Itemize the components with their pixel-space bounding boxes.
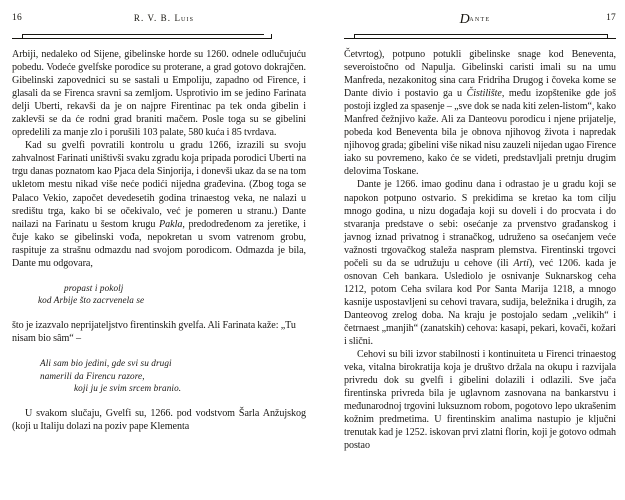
text-column-recto [344, 48, 616, 452]
paragraph: Cehovi su bili izvor stabilnosti i kontinuiteta u Firenci trinaestog veka, vitalna birokratija koja je društvo držala na okupu i razvijala privredu dok su gvelfi i gibelini dolazili i odlazili. Sve jača firentinska privreda bila je uglavnom zasnovana na bankarstvu i međunarodnoj trgovini luksuznom robom, pogotovo lepo ukrašenim kožnim predmetima. U firentinskim analima nastupio je ključni trenutak kad je 1252. iskovan prvi zlatni florin, koji je gotovo odmah postao [344, 349, 616, 452]
header-rule-recto [344, 33, 616, 42]
running-head-verso [12, 12, 306, 32]
bridge-paragraph: što je izazvalo neprijateljstvo firentinskih gvelfa. Ali Farinata kaže: „Tu nisam bio sâm“ – [12, 319, 296, 345]
verse-block-two [12, 357, 306, 395]
header-rule-lower-line [12, 38, 272, 39]
italic-term: Arti [513, 257, 529, 269]
header-rule-lower-line [344, 38, 616, 39]
header-rule-upper-line [22, 34, 264, 35]
folio-number-recto: 17 [606, 13, 616, 23]
header-rule-verso [12, 33, 306, 42]
running-title-recto-rest: ante [469, 13, 491, 23]
paragraph: Dante je 1266. imao godinu dana i odrastao je u gradu koji se napokon potpuno ostvario. S prekidima se kretao ka tom cilju mnogo godina, u nizu događaja koji su doveli i do procvata i do stvaranja predstave o sebi: osećanje za prvenstvo građanskog i javnog iznad privatnog i stranačkog, udruženo sa osećanjem veće važnosti trgovačkog staleža naspram plemstva. Firentinski trgovci počeli su da se udružuju u cehove (ili Arti), već 1206. kada je osnovan Ceh bankara. Uslediolo je osnivanje Suknarskog ceha 1212, potom Ceha svilara kod Por Santa Marija 1218, a mnogo kasnije uspostavljeni su cehovi travara, sudija, beležnika i drugih, za Danteovog zrelog doba. Na kraju je postojalo sedam „velikih“ i četrnaest „manjih“ (zanatskih) cehova: kasapi, pekari, kovači, kožari i slični. [344, 179, 616, 348]
swash-initial-icon: D [459, 12, 470, 27]
italic-term: Pakla [159, 218, 183, 230]
header-rule-right-step [607, 34, 608, 39]
header-rule-left-step [22, 34, 23, 39]
verse-line: propast i pokolj [64, 282, 124, 293]
header-rule-right-step [271, 34, 272, 39]
paragraph: Arbiji, nedaleko od Sijene, gibelinske horde su 1260. odnele odlučujuću pobedu. Vodeće gvelfske porodice su proterane, a grad gotovo dokrajčen. Gibelinski zapovednici su se sastali u Empoliju, zapadno od Firence, i glasali da se Firenca sravni sa zemljom. Usprotivio im se jedino Farinata delji Uberti, rekavši da je on najpre Firentinac pa tek onda gibelin i zaklevši se da će rodni grad braniti mačem. Posle toga su se gibelini opredelili za manje zlo i porušili 103 palate, 580 kuća i 85 tvrdava. [12, 49, 306, 139]
verse-line: namerili da Firencu razore, [40, 370, 145, 381]
page-recto [320, 0, 625, 500]
header-rule-left-step [354, 34, 355, 39]
running-title-verso: R. V. B. Luis [133, 13, 195, 23]
paragraph: Kad su gvelfi povratili kontrolu u gradu 1266, izrazili su svoju zahvalnost Farinati uništivši svaku zgradu koja pripada porodici Uberti na trgu danas poznatom kao Pjaca dela Sinjorija, i donevši ukaz da se na tom ukletom mestu nikad više neće podići nijedna građevina. (Zbog toga se Palaco Vekio, započet devedesetih godina trinaestog veka, ne nalazi u središtu trga, kako bi se očekivalo, već je pomeren u stranu.) Dante nailazi na Farinatu u šestom krugu Pakla, predodređenom za jeretike, i čuje kako se gibelinski vođa, nepokretan u svom vatrenom grobu, raspituje za strašnu odmazdu nad svojom porodicom. Odmazda je bila, Dante mu odgovara, [12, 140, 306, 269]
verse-line: kod Arbije što zacrvenela se [38, 295, 145, 306]
italic-term: Čistilište [466, 88, 502, 100]
folio-number-verso: 16 [12, 13, 22, 23]
paragraph: Četvrtog), potpuno potukli gibelinske snage kod Beneventa, severoistočno od Napulja. Gibelinski caristi imali su na umu Manfreda, nezakonitog sina cara Fridriha Drugog i čoveka kome se Dante divio i postavio ga u Čistilište, među izopštenike gde još postoji izgled za spasenje – „sve dok se nada kiti zelen-listom“, kako Manfred čežnjivo kaže. Ali za Danteovu porodicu i njene prijatelje, pobeda kod Beneventa bila je obnova njihovog života i napredak njihovog grada; gibelini više nikad nisu zauzeli nijedan ugao Firence iako su povremeno, kako će se videti, predstavljali pretnju drugim delovima Toskane. [344, 49, 616, 178]
verse-line: koji ju je svim srcem branio. [74, 383, 182, 394]
running-head-recto [344, 12, 616, 32]
text-column-verso [12, 48, 306, 433]
verse-line: Ali sam bio jedini, gde svi su drugi [40, 358, 172, 369]
paragraph: U svakom slučaju, Gvelfi su, 1266. pod vodstvom Šarla Anžujskog (koji u Italiju dolazi na poziv pape Klementa [12, 407, 306, 432]
running-title-recto [344, 12, 606, 25]
header-rule-upper-line [354, 34, 608, 35]
verse-block-one [12, 282, 306, 307]
